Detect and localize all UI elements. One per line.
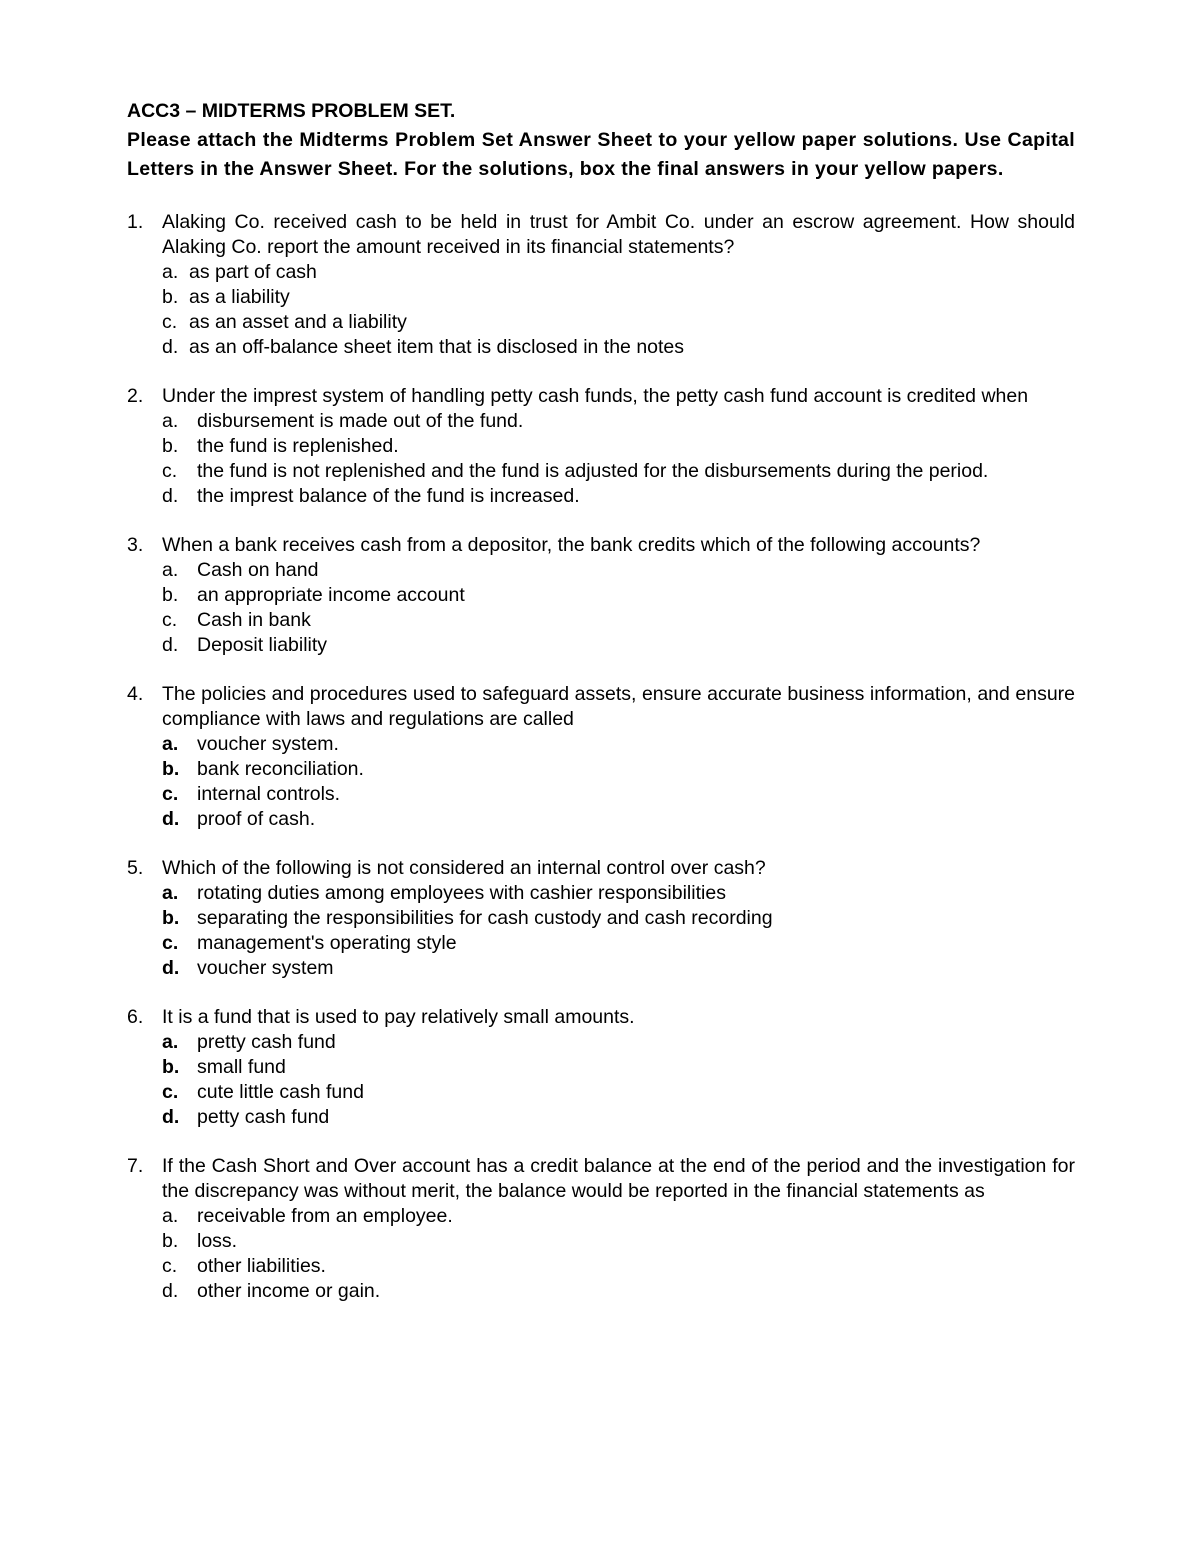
option-b bbox=[162, 285, 1075, 310]
option-text: separating the responsibilities for cash custody and cash recording bbox=[197, 907, 773, 929]
option-text: voucher system bbox=[197, 957, 334, 979]
question-5 bbox=[127, 856, 1075, 981]
option-c bbox=[162, 1080, 1075, 1105]
option-letter: a. bbox=[162, 410, 179, 432]
option-letter: a. bbox=[162, 882, 179, 904]
question-number: 3. bbox=[127, 534, 144, 556]
option-text: disbursement is made out of the fund. bbox=[197, 410, 524, 432]
question-3 bbox=[127, 533, 1075, 658]
question-number: 4. bbox=[127, 683, 144, 705]
option-letter: d. bbox=[162, 957, 180, 979]
option-a bbox=[162, 881, 1075, 906]
option-text: receivable from an employee. bbox=[197, 1205, 453, 1227]
option-letter: b. bbox=[162, 758, 180, 780]
option-letter: c. bbox=[162, 783, 179, 805]
option-b bbox=[162, 757, 1075, 782]
option-letter: b. bbox=[162, 907, 180, 929]
option-d bbox=[162, 633, 1075, 658]
option-letter: a. bbox=[162, 559, 179, 581]
option-text: small fund bbox=[197, 1056, 286, 1078]
option-text: Cash in bank bbox=[197, 609, 311, 631]
option-letter: a. bbox=[162, 1031, 179, 1053]
option-list bbox=[162, 881, 1075, 981]
option-text: voucher system. bbox=[197, 733, 339, 755]
option-a bbox=[162, 260, 1075, 285]
option-text: an appropriate income account bbox=[197, 584, 465, 606]
option-letter: c. bbox=[162, 1081, 179, 1103]
option-d bbox=[162, 1105, 1075, 1130]
option-letter: a. bbox=[162, 1205, 179, 1227]
option-text: the fund is not replenished and the fund is adjusted for the disbursements during the period. bbox=[197, 460, 989, 482]
option-text: pretty cash fund bbox=[197, 1031, 336, 1053]
option-d bbox=[162, 956, 1075, 981]
option-b bbox=[162, 1055, 1075, 1080]
option-text: as part of cash bbox=[189, 261, 317, 283]
option-text: the fund is replenished. bbox=[197, 435, 399, 457]
question-1 bbox=[127, 210, 1075, 360]
option-letter: b. bbox=[162, 286, 179, 308]
option-b bbox=[162, 906, 1075, 931]
option-text: Deposit liability bbox=[197, 634, 328, 656]
option-c bbox=[162, 459, 1075, 484]
option-letter: c. bbox=[162, 1255, 178, 1277]
document-title: ACC3 – MIDTERMS PROBLEM SET. bbox=[127, 100, 456, 122]
option-letter: d. bbox=[162, 1280, 179, 1302]
option-a bbox=[162, 409, 1075, 434]
option-letter: c. bbox=[162, 460, 178, 482]
option-text: internal controls. bbox=[197, 783, 341, 805]
option-c bbox=[162, 931, 1075, 956]
option-text: Cash on hand bbox=[197, 559, 319, 581]
option-letter: b. bbox=[162, 1056, 180, 1078]
option-text: bank reconciliation. bbox=[197, 758, 364, 780]
option-list bbox=[162, 558, 1075, 658]
question-4 bbox=[127, 682, 1075, 832]
option-letter: d. bbox=[162, 485, 179, 507]
option-list bbox=[162, 732, 1075, 832]
option-c bbox=[162, 782, 1075, 807]
option-letter: c. bbox=[162, 311, 178, 333]
option-d bbox=[162, 807, 1075, 832]
option-text: proof of cash. bbox=[197, 808, 316, 830]
question-2 bbox=[127, 384, 1075, 509]
question-text: It is a fund that is used to pay relatively small amounts. bbox=[162, 1006, 635, 1028]
option-text: other income or gain. bbox=[197, 1280, 381, 1302]
option-text: loss. bbox=[197, 1230, 238, 1252]
question-number: 1. bbox=[127, 211, 144, 233]
question-number: 5. bbox=[127, 857, 144, 879]
option-c bbox=[162, 1254, 1075, 1279]
option-list bbox=[162, 1030, 1075, 1130]
option-text: other liabilities. bbox=[197, 1255, 326, 1277]
option-letter: b. bbox=[162, 584, 179, 606]
question-text: If the Cash Short and Over account has a credit balance at the end of the period and the investigation for the discrepancy was without merit, the balance would be reported in the financial statements as bbox=[162, 1155, 1075, 1202]
document-instructions: Please attach the Midterms Problem Set Answer Sheet to your yellow paper solutions. Use Capital Letters in the Answer Sheet. For the solutions, box the final answers in your yellow papers. bbox=[127, 129, 1075, 180]
question-text: When a bank receives cash from a depositor, the bank credits which of the following accounts? bbox=[162, 534, 981, 556]
option-letter: d. bbox=[162, 1106, 180, 1128]
option-b bbox=[162, 434, 1075, 459]
option-b bbox=[162, 1229, 1075, 1254]
option-text: petty cash fund bbox=[197, 1106, 330, 1128]
option-d bbox=[162, 335, 1075, 360]
option-letter: d. bbox=[162, 808, 180, 830]
option-text: as a liability bbox=[189, 286, 290, 308]
option-c bbox=[162, 310, 1075, 335]
option-text: as an off-balance sheet item that is disclosed in the notes bbox=[189, 336, 685, 358]
option-text: as an asset and a liability bbox=[189, 311, 407, 333]
question-text: The policies and procedures used to safeguard assets, ensure accurate business information, and ensure compliance with laws and regulations are called bbox=[162, 683, 1075, 730]
document-page bbox=[127, 97, 1075, 1304]
option-letter: d. bbox=[162, 634, 179, 656]
option-a bbox=[162, 558, 1075, 583]
option-list bbox=[162, 260, 1075, 360]
option-letter: b. bbox=[162, 435, 179, 457]
option-text: the imprest balance of the fund is increased. bbox=[197, 485, 580, 507]
option-c bbox=[162, 608, 1075, 633]
option-letter: b. bbox=[162, 1230, 179, 1252]
question-number: 7. bbox=[127, 1155, 144, 1177]
question-6 bbox=[127, 1005, 1075, 1130]
option-b bbox=[162, 583, 1075, 608]
option-letter: a. bbox=[162, 261, 179, 283]
question-text: Alaking Co. received cash to be held in trust for Ambit Co. under an escrow agreement. How should Alaking Co. report the amount received in its financial statements? bbox=[162, 211, 1075, 258]
option-text: management's operating style bbox=[197, 932, 457, 954]
option-letter: c. bbox=[162, 609, 178, 631]
question-text: Which of the following is not considered an internal control over cash? bbox=[162, 857, 766, 879]
option-letter: c. bbox=[162, 932, 179, 954]
option-letter: a. bbox=[162, 733, 179, 755]
option-d bbox=[162, 1279, 1075, 1304]
option-a bbox=[162, 1204, 1075, 1229]
option-text: cute little cash fund bbox=[197, 1081, 364, 1103]
option-a bbox=[162, 1030, 1075, 1055]
question-number: 6. bbox=[127, 1006, 144, 1028]
option-list bbox=[162, 1204, 1075, 1304]
option-d bbox=[162, 484, 1075, 509]
option-a bbox=[162, 732, 1075, 757]
option-letter: d. bbox=[162, 336, 179, 358]
option-list bbox=[162, 409, 1075, 509]
option-text: rotating duties among employees with cashier responsibilities bbox=[197, 882, 726, 904]
question-7 bbox=[127, 1154, 1075, 1304]
question-number: 2. bbox=[127, 385, 144, 407]
question-text: Under the imprest system of handling petty cash funds, the petty cash fund account is credited when bbox=[162, 385, 1029, 407]
